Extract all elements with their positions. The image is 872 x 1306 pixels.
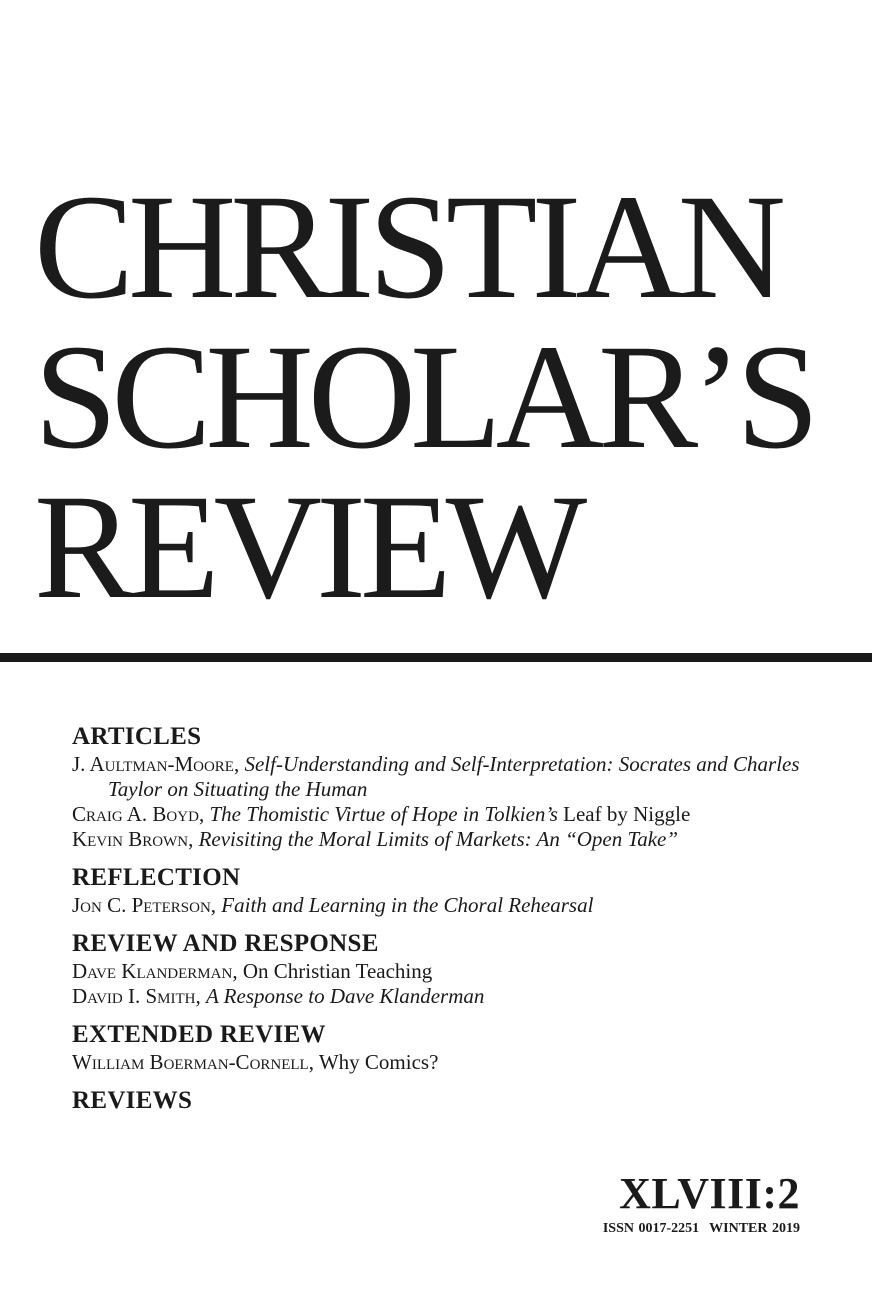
contents-entry — [72, 1050, 812, 1075]
entry-author: David I. Smith — [72, 984, 196, 1008]
journal-title-line-3: REVIEW — [34, 464, 582, 630]
entry-title-roman: Why Comics? — [318, 1050, 439, 1074]
section-heading: ARTICLES — [72, 723, 202, 750]
entry-author: Jon C. Peterson — [72, 893, 211, 917]
issn-line — [603, 1220, 800, 1238]
entry-separator: , — [198, 802, 210, 826]
contents-entry — [72, 752, 812, 802]
entry-title-roman: Leaf by Niggle — [557, 802, 691, 826]
section-heading: REFLECTION — [72, 864, 241, 891]
issue-number: XLVIII:2 — [619, 1169, 800, 1218]
entry-author: William Boerman-Cornell — [72, 1050, 309, 1074]
issue-info — [603, 1170, 800, 1238]
section-articles — [72, 722, 812, 852]
contents-entry — [72, 893, 812, 918]
entry-author: J. Aultman-Moore — [72, 752, 234, 776]
entry-title-roman: On Christian Teaching — [242, 959, 433, 983]
section-heading: REVIEW AND RESPONSE — [72, 930, 379, 957]
entry-separator: , — [195, 984, 206, 1008]
entry-separator: , — [233, 752, 245, 776]
entry-title: Revisiting the Moral Limits of Markets: An “Open Take” — [198, 827, 679, 851]
entry-author: Craig A. Boyd — [72, 802, 199, 826]
entry-author: Dave Klanderman — [72, 959, 233, 983]
entry-title: Self-Understanding and Self-Interpretation: Socrates and Charles Taylor on Situating the Human — [108, 752, 800, 801]
section-reviews — [72, 1086, 812, 1116]
entry-separator: , — [210, 893, 222, 917]
section-review-and-response — [72, 929, 812, 1009]
issn: ISSN 0017-2251 — [602, 1221, 700, 1236]
journal-title-line-1: CHRISTIAN — [34, 164, 781, 330]
contents-entry — [72, 802, 812, 827]
journal-title-line-2: SCHOLAR’S — [34, 314, 814, 480]
entry-title: Faith and Learning in the Choral Rehearsal — [221, 893, 594, 917]
entry-separator: , — [232, 959, 243, 983]
journal-title — [34, 164, 854, 630]
entry-title: The Thomistic Virtue of Hope in Tolkien’s — [209, 802, 558, 826]
issue-season: WINTER 2019 — [709, 1221, 800, 1236]
section-heading: REVIEWS — [72, 1087, 193, 1114]
entry-separator: , — [308, 1050, 319, 1074]
contents-entry — [72, 984, 812, 1009]
entry-title: A Response to Dave Klanderman — [205, 984, 485, 1008]
contents-entry — [72, 959, 812, 984]
section-extended-review — [72, 1020, 812, 1075]
contents-entry — [72, 827, 812, 852]
table-of-contents — [72, 722, 812, 1127]
horizontal-divider — [0, 653, 872, 662]
section-reflection — [72, 863, 812, 918]
section-heading: EXTENDED REVIEW — [72, 1021, 326, 1048]
entry-separator: , — [188, 827, 199, 851]
entry-author: Kevin Brown — [72, 827, 189, 851]
